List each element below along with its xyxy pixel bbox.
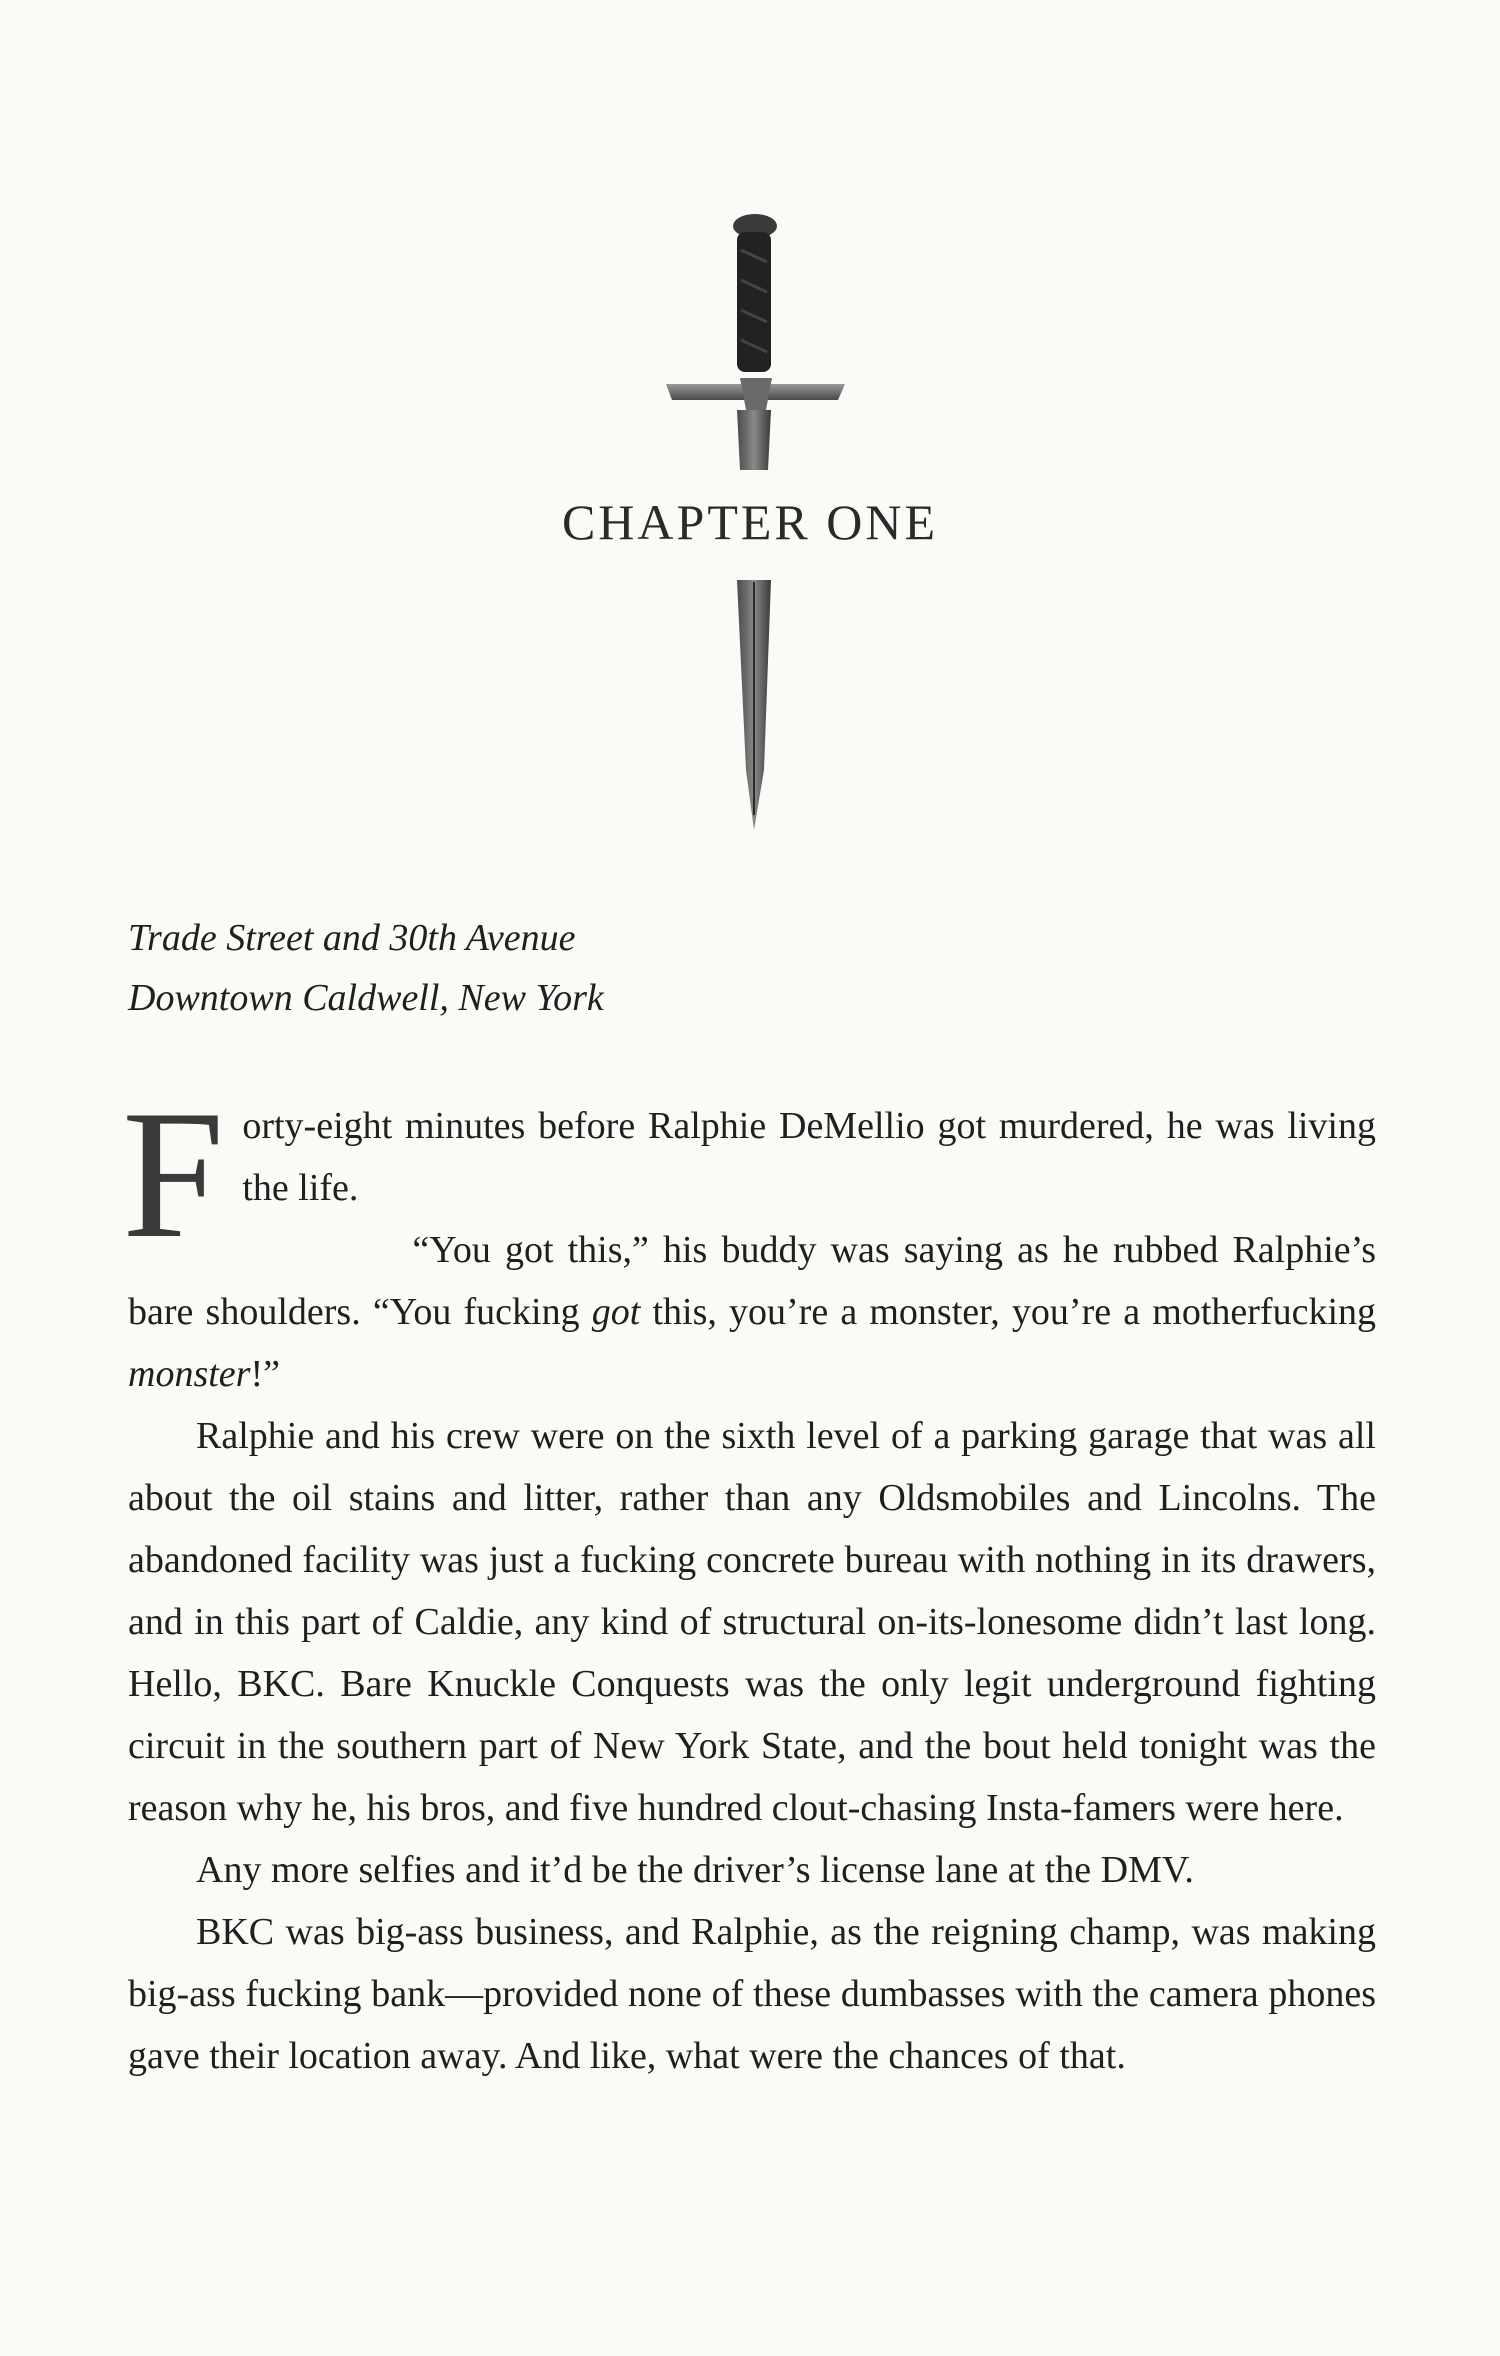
location-line-1: Trade Street and 30th Avenue: [128, 917, 576, 959]
chapter-body-text: [122, 1072, 1376, 2087]
dagger-icon: [0, 0, 1500, 860]
paragraph-3: Ralphie and his crew were on the sixth level of a parking garage that was all about the oil stains and litter, rather than any Oldsmobiles and Lincolns. The abandoned facility was just a fucking concrete bureau with nothing in its drawers, and in this part of Caldie, any kind of structural on-its-lonesome didn’t last long. Hello, BKC. Bare Knuckle Conquests was the only legit underground fighting circuit in the southern part of New York State, and the bout held tonight was the reason why he, his bros, and five hundred clout-chasing Insta-famers were here.: [128, 1415, 1376, 1829]
paragraph-2-emphasis-1: got: [591, 1291, 641, 1333]
paragraph-4: Any more selfies and it’d be the driver’s license lane at the DMV.: [196, 1849, 1194, 1891]
paragraph-2: [128, 1219, 1376, 1405]
location-heading: [128, 908, 604, 1028]
paragraph-2-text-b: this, you’re a monster, you’re a motherfucking: [640, 1291, 1376, 1333]
paragraph-2-text-a: “You got this,” his buddy was saying as he rubbed Ralphie’s bare shoulders. “You fucking: [128, 1229, 1376, 1333]
paragraph-2-text-c: !”: [250, 1353, 280, 1395]
paragraph-1: [122, 1072, 1376, 1276]
location-line-2: Downtown Caldwell, New York: [128, 977, 604, 1019]
paragraph-5: BKC was big-ass business, and Ralphie, as the reigning champ, was making big-ass fucking bank—provided none of these dumbasses with the camera phones gave their location away. And like, what were the chances of that.: [128, 1911, 1376, 2077]
paragraph-2-emphasis-2: monster: [128, 1353, 251, 1395]
paragraph-1-text: orty-eight minutes before Ralphie DeMellio got murdered, he was living the life.: [242, 1105, 1376, 1209]
chapter-title: CHAPTER ONE: [561, 494, 939, 550]
drop-cap: F: [122, 1072, 225, 1276]
